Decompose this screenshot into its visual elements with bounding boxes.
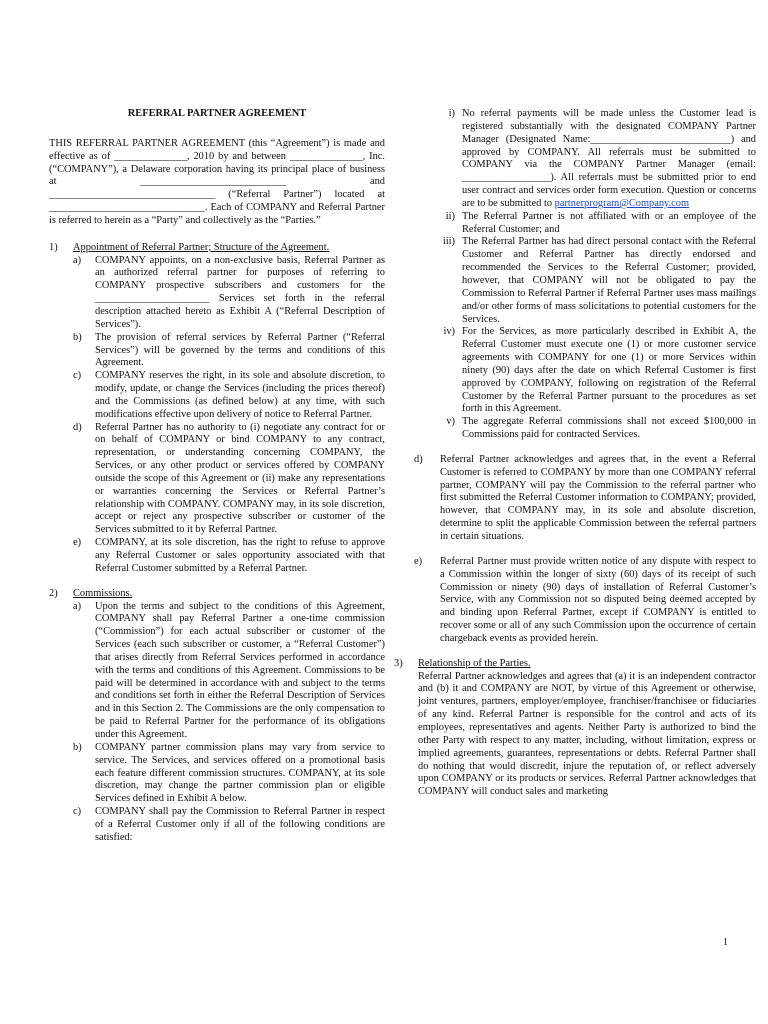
clause-1c: c) COMPANY reserves the right, in its sole and absolute discretion, to modify, update, or change the Services (including the prices thereof) and the Commissions (as defined below) at any time, with such modifications effective upon delivery of notice to Referral Partner. — [73, 370, 385, 420]
clause-2a: a) Upon the terms and subject to the conditions of this Agreement, COMPANY shall pay Referral Partner a one-time commission (“Commission”) for each actual subscriber or customer of the Services (each such subscriber or customer, a “Referral Customer”) that arises directly from Referral Services performed in accordance with the terms and conditions of this Agreement. Commissions to be paid will be determined in accordance with and subject to the terms and conditions set forth in either the Referral Description of Services and in this Section 2. The Commissions are the only compensation to be paid to Referral Partner for the performance of its obligations under this Agreement. — [73, 600, 385, 740]
clause-2d: d) Referral Partner acknowledges and agrees that, in the event a Referral Customer is referred to COMPANY by more than one COMPANY referral partner, COMPANY will pay the Commission to the referral partner who first submitted the Referral Customer information to COMPANY; provided, however, that COMPANY may, in its sole and absolute discretion, determine to split the applicable Commission between the referral partners in certain situations. — [414, 453, 756, 542]
clause-2b: b) COMPANY partner commission plans may vary from service to service. The Services, and services offered on a promotional basis each feature different commission structures. COMPANY, at its sole discretion, may change the partner commission plan or eligible Services defined in Exhibit A below. — [73, 741, 385, 805]
condition-i: i) No referral payments will be made unless the Customer lead is registered substantially with the designated COMPANY Partner Manager (Designated Name:___________________________) and approved by COMPANY. All referrals must be submitted to COMPANY via the COMPANY Partner Manager (email: _________________). All referrals must be submitted prior to end user contract and services order form execution. Question or concerns are to be submitted to partnerprogram@Company.com — [448, 108, 756, 209]
clause-2e: e) Referral Partner must provide written notice of any dispute with respect to a Commission within the longer of sixty (60) days of its receipt of such Commission or ninety (90) days of installation of Referral Customer’s Service, with any Commission not so disputed being deemed accepted by and binding upon Referral Partner, except if COMPANY is entitled to recover some or all of any such Commission upon the occurrence of certain chargeback events as provided herein. — [414, 555, 756, 644]
document-title: REFERRAL PARTNER AGREEMENT — [127, 108, 307, 119]
section-1-heading: 1) Appointment of Referral Partner; Structure of the Agreement. — [49, 241, 330, 253]
section-3-text: Referral Partner acknowledges and agrees that (a) it is an independent contractor and (b) it and COMPANY are NOT, by virtue of this Agreement or otherwise, joint ventures, partners, employer/employee, franchiser/franchisee or fiduciaries of any kind. Referral Partner is responsible for the control and acts of its employees, representatives and agents. Neither Party is authorized to bind the other Party with respect to any matter, including, without limitation, express or implied agreements, guarantees, representations or debts. Referral Partner shall do nothing that would discredit, injure the reputation of, or reflect adversely upon COMPANY or its products or services. Referral Partner acknowledges that COMPANY will conduct sales and marketing — [418, 670, 756, 798]
right-column — [394, 108, 756, 799]
condition-ii: ii) The Referral Partner is not affiliated with or an employee of the Referral Customer; and — [445, 210, 756, 235]
section-2 — [49, 588, 385, 845]
clause-2c: c) COMPANY shall pay the Commission to Referral Partner in respect of a Referral Customer only if all of the following conditions are satisfied: — [73, 806, 385, 843]
partner-program-email-link[interactable]: partnerprogram@Company.com — [554, 197, 690, 209]
page-number: 1 — [723, 937, 728, 948]
left-column — [49, 108, 385, 845]
clause-1a: a) COMPANY appoints, on a non-exclusive basis, Referral Partner as an authorized referral partner for purposes of referring to COMPANY prospective subscribers and customers for the ______________________ Services set forth in the referral description attached hereto as Exhibit A (“Referral Description of Services”). — [73, 254, 385, 330]
clause-1b: b) The provision of referral services by Referral Partner (“Referral Services”) will be governed by the terms and conditions of this Agreement. — [73, 331, 385, 369]
section-1 — [49, 242, 385, 576]
intro-paragraph: THIS REFERRAL PARTNER AGREEMENT (this “Agreement”) is made and effective as of ______________, 2010 by and between ______________, Inc. (“COMPANY”), a Delaware corporation having its principal place of business at ____________________________ and ________________________________ (“Referral Partner”) located at ______________________________. Each of COMPANY and Referral Partner is referred to herein as a “Party” and collectively as the “Parties.” — [49, 137, 385, 226]
section-3-heading: 3) Relationship of the Parties. — [394, 657, 531, 669]
section-2-heading: 2) Commissions. — [49, 587, 133, 599]
condition-iii: iii) The Referral Partner has had direct personal contact with the Referral Customer and Referral Partner has directly endorsed and recommended the Services to the Referral Customer; provided, however, that COMPANY will not be obligated to pay the Commission to Referral Partner if Referral Partner uses mass mailings and/or other forms of mass solicitations to potential customers for the Services. — [442, 236, 756, 325]
section-3 — [394, 658, 756, 799]
clause-1d: d) Referral Partner has no authority to (i) negotiate any contract for or on behalf of COMPANY or bind COMPANY to any contract, representation, or understanding concerning COMPANY, the Services, or any other product or services offered by COMPANY outside the scope of this Agreement or (ii) make any representations or warranties concerning the Services or Referral Partner’s relationship with COMPANY. COMPANY may, in its sole discretion, accept or reject any prospective subscriber or customer of the Services submitted to it by Referral Partner. — [73, 421, 385, 536]
condition-v: v) The aggregate Referral commissions shall not exceed $100,000 in Commissions paid for contracted Services. — [446, 416, 756, 441]
condition-iv: iv) For the Services, as more particularly described in Exhibit A, the Referral Customer must execute one (1) or more customer service agreements with COMPANY for one (1) or more Services within ninety (90) days after the date on which Referral Customer is first approved by COMPANY, following on registration of the Referral Customer by the Referral Partner pursuant to the procedures as set forth in this Agreement. — [443, 326, 756, 415]
clause-1e: e) COMPANY, at its sole discretion, has the right to refuse to approve any Referral Customer or sales opportunity associated with that Referral Customer submitted by a Referral Partner. — [73, 537, 385, 574]
